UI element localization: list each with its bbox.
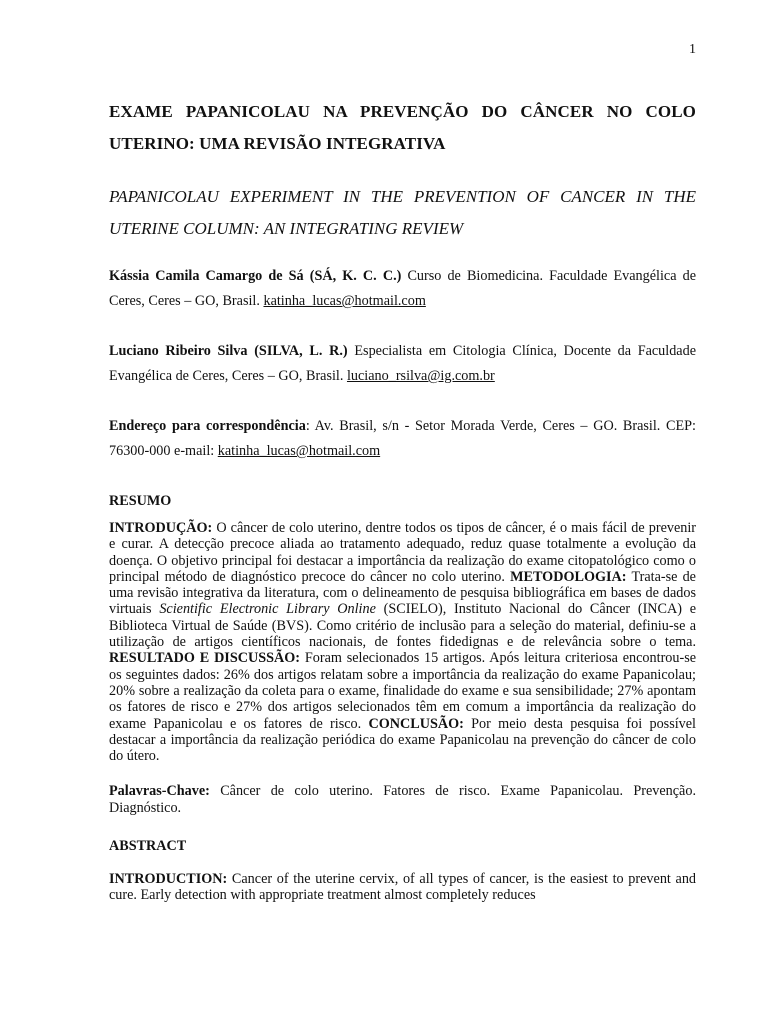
resumo-method-label: METODOLOGIA:	[510, 568, 627, 585]
correspondence-label: Endereço para correspondência	[109, 418, 306, 434]
correspondence-address	[109, 414, 696, 464]
author-2-name: Luciano Ribeiro Silva (SILVA, L. R.)	[109, 343, 348, 359]
keywords-label: Palavras-Chave:	[109, 783, 210, 800]
resumo-results-text: Foram selecionados 15 artigos. Após leitura criteriosa encontrou-se os seguintes dados: 26% dos artigos relatam sobre a importância da realização do exame Papanicolau; 20% sobre a realização da coleta para o exame, finalidade do exame e sua sensibilidade; 27% apontam os fatores de risco e 27% dos artigos selecionados têm em comum a importância da realização do exame Papanicolau e os fatores de risco.	[109, 650, 697, 732]
abstract-body	[109, 871, 696, 904]
paper-content	[109, 96, 696, 904]
keywords-text: Câncer de colo uterino. Fatores de risco. Exame Papanicolau. Prevenção. Diagnóstico.	[109, 783, 696, 816]
resumo-method-text-2: (SCIELO), Instituto Nacional do Câncer (INCA) e Biblioteca Virtual de Saúde (BVS). Como critério de inclusão para a seleção do material, definiu-se a utilização de artigos científicos nacionais, de fontes fidedignas e de relevância sobre o tema.	[109, 601, 697, 651]
resumo-method-text-1: Trata-se de uma revisão integrativa da literatura, com o delineamento de pesquisa bibliográfica em bases de dados virtuais	[109, 568, 696, 618]
author-1-email-link[interactable]: katinha_lucas@hotmail.com	[263, 293, 426, 309]
resumo-body	[109, 520, 696, 764]
resumo-heading: RESUMO	[109, 493, 172, 509]
author-1	[109, 264, 696, 314]
abstract-intro-label: INTRODUCTION:	[109, 871, 228, 888]
keywords	[109, 783, 696, 816]
author-2-affiliation: Especialista em Citologia Clínica, Docente da Faculdade Evangélica de Ceres, Ceres – GO, Brasil.	[109, 343, 696, 384]
resumo-intro-label: INTRODUÇÃO:	[109, 520, 213, 536]
correspondence-text: : Av. Brasil, s/n - Setor Morada Verde, Ceres – GO. Brasil. CEP: 76300-000 e-mail:	[109, 418, 696, 459]
author-1-affiliation: Curso de Biomedicina. Faculdade Evangélica de Ceres, Ceres – GO, Brasil.	[109, 268, 697, 309]
author-1-name: Kássia Camila Camargo de Sá (SÁ, K. C. C.)	[109, 268, 402, 284]
abstract-heading: ABSTRACT	[109, 838, 187, 855]
abstract-intro-text: Cancer of the uterine cervix, of all types of cancer, is the easiest to prevent and cure. Early detection with appropriate treatment almost completely reduces	[109, 871, 697, 904]
resumo-conclusion-text: Por meio desta pesquisa foi possível destacar a importância da realização periódica do exame Papanicolau na prevenção do câncer de colo do útero.	[109, 715, 696, 765]
correspondence-email-link[interactable]: katinha_lucas@hotmail.com	[217, 443, 381, 459]
resumo-results-label: RESULTADO E DISCUSSÃO:	[109, 650, 301, 667]
resumo-conclusion-label: CONCLUSÃO:	[368, 715, 464, 732]
paper-title-pt: EXAME PAPANICOLAU NA PREVENÇÃO DO CÂNCER NO COLO UTERINO: UMA REVISÃO INTEGRATIVA	[109, 102, 696, 153]
author-2	[109, 339, 696, 389]
page-number: 1	[689, 42, 696, 57]
resumo-intro-text: O câncer de colo uterino, dentre todos os tipos de câncer, é o mais fácil de prevenir e curar. A detecção precoce aliada ao tratamento adequado, reduz quase totalmente a evolução da doença. O objetivo principal foi destacar a importância da realização do exame citopatológico como o principal método de diagnóstico precoce do câncer no colo uterino.	[109, 520, 697, 585]
paper-title-en: PAPANICOLAU EXPERIMENT IN THE PREVENTION OF CANCER IN THE UTERINE COLUMN: AN INTEGRATING REVIEW	[109, 187, 696, 238]
author-2-email-link[interactable]: luciano_rsilva@ig.com.br	[346, 368, 495, 384]
resumo-method-italic: Scientific Electronic Library Online	[159, 601, 376, 618]
